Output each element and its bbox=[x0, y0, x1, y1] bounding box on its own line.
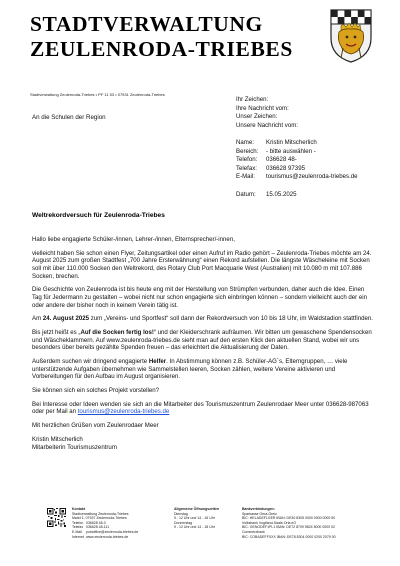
footer-line: Markt 1, 07937 Zeulenroda-Triebes bbox=[72, 516, 127, 521]
footer-line: Commerzbank bbox=[242, 529, 265, 534]
ref-unser-zeichen: Unser Zeichen: bbox=[236, 113, 278, 121]
footer-row bbox=[72, 535, 138, 540]
reference-block bbox=[236, 96, 386, 199]
footer-value: 036628 48-0 bbox=[86, 520, 106, 525]
coat-of-arms-icon bbox=[329, 8, 373, 64]
text: Bis jetzt heißt es „ bbox=[32, 329, 81, 337]
footer-key: E-Mail bbox=[72, 529, 82, 534]
paragraph-1: vielleicht haben Sie schon einen Flyer, Zeitungsartikel oder einen Aufruf im Radio gehört – Zeulenroda-Triebes möchte am 24. August 2025 zum großen Stadtfest „700 Jahre Ersterwähnung“ einen Rekord aufstellen. Die längste Wäscheleine mit Socken soll mit über 110.000 Socken den Weltrekord, des Rotary Club Port Macquarie West (Australien) mit 10.080 m mit 107.886 Socken, brechen. bbox=[32, 249, 372, 280]
ref-key: Datum: bbox=[236, 190, 256, 198]
signature-role: Mitarbeiterin Tourismuszentrum bbox=[32, 443, 117, 451]
footer-contact bbox=[72, 507, 138, 539]
footer-line: 9 - 12 Uhr und 14 - 18 Uhr bbox=[174, 525, 215, 530]
email-link[interactable]: tourismus@zeulenroda-triebes.de bbox=[77, 408, 170, 416]
text: “ und der Kleiderschrank aufräumen. Wir bitten um gewaschene Spendensocken und Wäscheklammern. Auf www.zeulenroda-triebes.de sieht man auf den ersten Klick den aktuellen Stand, wobei wir uns besonders über bereits gezählte Spenden freuen – das erleichtert die Aktualisierung der Daten. bbox=[32, 329, 372, 352]
ref-value: tourismus@zeulenroda-triebes.de bbox=[266, 173, 358, 181]
ref-value: 036628 97395 bbox=[266, 164, 305, 172]
slogan: Auf die Socken fertig los! bbox=[80, 329, 154, 337]
paragraph-2: Die Geschichte von Zeulenroda ist bis heute eng mit der Herstellung von Strümpfen verbunden, daher auch die Idee. Einen Tag für Jedermann zu gestalten – wobei nicht nur schon engagierte sich einbringen können – sondern vielleicht auch der ein oder andere der bisher noch in keinem Verein tätig ist. bbox=[32, 286, 368, 309]
footer-line: Dienstag bbox=[174, 511, 188, 516]
ref-row-telefon bbox=[236, 156, 386, 165]
footer-key: Internet bbox=[72, 534, 84, 539]
text: . In Abstimmung können z.B. Schüler-AG`s, Elterngruppen, … viele unterstützende Aufgaben übernehmen wie Sammelstellen leeren, Socken zählen, weitere Vereine aktivieren und Vorbereitungen für den Aufbau im August organisieren. bbox=[32, 358, 348, 381]
event-date: 24. August 2025 bbox=[42, 315, 90, 323]
closing: Mit herzlichen Grüßen vom Zeulenrodaer Meer bbox=[32, 422, 159, 430]
signature-name: Kristin Mitscherlich bbox=[32, 435, 83, 443]
footer-line: 9 - 12 Uhr und 14 - 16 Uhr bbox=[174, 516, 215, 521]
ref-value: 15.05.2025 bbox=[266, 190, 297, 198]
footer-bank-title: Bankverbindungen: bbox=[242, 507, 275, 511]
paragraph-3 bbox=[32, 315, 374, 323]
letterhead-line-1: STADTVERWALTUNG bbox=[30, 12, 263, 36]
letter-footer bbox=[30, 506, 375, 558]
ref-row-name bbox=[236, 139, 386, 148]
ref-row-datum bbox=[236, 191, 386, 200]
footer-line: Donnerstag bbox=[174, 520, 193, 525]
footer-contact-title: Kontakt bbox=[72, 507, 86, 511]
ref-key: Telefon: bbox=[236, 156, 258, 164]
footer-hours-title: Allgemeine Öffnungszeiten bbox=[174, 507, 220, 511]
text: Außerdem suchen wir dringend engagierte bbox=[32, 358, 149, 366]
ref-ihr-zeichen: Ihr Zeichen: bbox=[236, 96, 269, 103]
text: Am bbox=[32, 315, 43, 323]
paragraph-5 bbox=[32, 358, 374, 381]
letterhead bbox=[30, 12, 293, 62]
letter-subject: Weltrekordversuch für Zeulenroda-Triebes bbox=[32, 212, 165, 219]
footer-line: Sparkasse Gera-Greiz bbox=[242, 511, 277, 516]
footer-bank bbox=[242, 507, 336, 539]
footer-value: 036628 48-111 bbox=[86, 525, 110, 530]
qr-code-icon bbox=[47, 508, 66, 527]
ref-value: Kristin Mitscherlich bbox=[266, 138, 317, 146]
footer-value[interactable]: postoffice@zeulenroda-triebes.de bbox=[86, 529, 139, 534]
ref-row-bereich bbox=[236, 148, 386, 157]
recipient-address: An die Schulen der Region bbox=[32, 114, 106, 121]
footer-key: Telefax bbox=[72, 525, 84, 530]
text: Bei Interesse oder Ideen wenden sie sich an die Mitarbeiter des Tourismuszentrum Zeulenrodaer Meer unter 036628-987063 oder per Mail an bbox=[32, 400, 369, 416]
text: zum „Vereins- und Sportfest“ soll dann der Rekordversuch von 10 bis 18 Uhr, im Waldstadion stattfinden. bbox=[89, 315, 373, 323]
greeting: Hallo liebe engagierte Schüler-/innen, Lehrer-/innen, Elternsprecher/-innen, bbox=[32, 236, 235, 243]
sender-address-line: Stadtverwaltung Zeulenroda-Triebes • PF 11 53 • 07931 Zeulenroda-Triebes bbox=[30, 92, 165, 97]
paragraph-7 bbox=[32, 401, 374, 416]
letterhead-line-2: ZEULENRODA-TRIEBES bbox=[30, 37, 293, 61]
footer-hours bbox=[174, 507, 219, 530]
ref-row-email bbox=[236, 173, 386, 182]
footer-line: BIC: COBADEFFXXX IBAN: DE78 8304 0000 0200 2079 00 bbox=[242, 534, 336, 539]
ref-key: E-Mail: bbox=[236, 173, 255, 181]
helper-keyword: Helfer bbox=[148, 358, 167, 366]
footer-line: BIC: GENODEF1PL1 IBAN: DE72 8709 5824 5000 0000 02 bbox=[242, 525, 336, 530]
footer-value[interactable]: www.zeulenroda-triebes.de bbox=[86, 534, 129, 539]
ref-key: Bereich: bbox=[236, 147, 259, 155]
paragraph-4 bbox=[32, 329, 374, 352]
footer-line: BIC: HELADEF1GER IBAN: DE30 8305 0000 0000 0000 50 bbox=[242, 516, 336, 521]
footer-key: Telefon bbox=[72, 520, 84, 525]
ref-ihre-nachricht: Ihre Nachricht vom: bbox=[236, 104, 289, 112]
ref-unsere-nachricht: Unsere Nachricht vom: bbox=[236, 121, 298, 129]
paragraph-6: Sie können sich ein solches Projekt vorstellen? bbox=[32, 387, 160, 395]
footer-line: Volksbank Vogtland-Saale-Orla eG bbox=[242, 520, 297, 525]
letter-body bbox=[32, 236, 374, 451]
footer-line: Stadtverwaltung Zeulenroda-Triebes bbox=[72, 511, 129, 516]
ref-key: Name: bbox=[236, 138, 254, 146]
ref-value: - bitte auswählen - bbox=[266, 147, 316, 155]
ref-row-telefax bbox=[236, 165, 386, 174]
ref-key: Telefax: bbox=[236, 164, 258, 172]
ref-value: 036628 48- bbox=[266, 156, 297, 164]
